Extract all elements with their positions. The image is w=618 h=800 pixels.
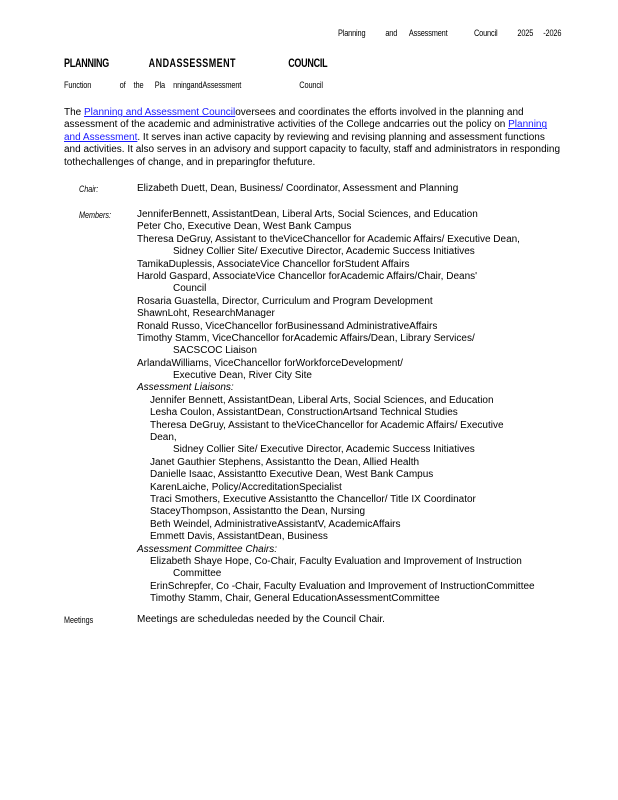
members-label: Members: [79,210,112,220]
committee-chair-line: Elizabeth Shaye Hope, Co-Chair, Faculty Evaluation and Improvement of Instruction [150,555,522,567]
header-year-end: -2026 [543,28,562,38]
header-year-start: 2025 [517,28,534,38]
intro-text: The [64,107,85,118]
intro-text: oversees and coordinates the efforts involved in the planning and assessment of the academic and administrative activities of the College andcarries out the policy on [64,107,524,131]
liaison-line-continued: Dean, [150,432,177,444]
planning-assessment-link[interactable]: Planning and Assessment [64,119,548,143]
member-line: ArlandaWilliams, ViceChancellor forWorkforceDevelopment/ [137,357,403,369]
member-line-continued: Executive Dean, River City Site [173,370,312,382]
members-list [137,209,577,606]
liaison-line: Janet Gauthier Stephens, Assistantto the Dean, Allied Health [150,456,420,468]
header-word: Assessment [408,28,448,38]
member-line-continued: Council [173,283,207,295]
member-line: Peter Cho, Executive Dean, West Bank Campus [137,221,352,233]
liaison-line: Emmett Davis, AssistantDean, Business [150,531,328,543]
member-line-continued: Sidney Collier Site/ Executive Director, Academic Success Initiatives [173,246,475,258]
committee-chair-line: Timothy Stamm, Chair, General EducationAssessmentCommittee [150,593,440,605]
subtitle-word: Function [64,80,92,91]
title-word: ANDASSESSMENT [148,58,237,70]
member-line: Timothy Stamm, ViceChancellor forAcademic Affairs/Dean, Library Services/ [137,332,475,344]
meetings-value [137,614,577,626]
member-line: JenniferBennett, AssistantDean, Liberal Arts, Social Sciences, and Education [137,209,478,220]
liaison-line: StaceyThompson, Assistantto the Dean, Nursing [150,506,366,518]
committee-chair-line: ErinSchrepfer, Co -Chair, Faculty Evaluation and Improvement of InstructionCommittee [150,580,535,592]
chair-label: Chair: [79,184,99,194]
header-word: Council [473,28,498,38]
chair-value [137,183,577,195]
meetings-text: Meetings are scheduledas needed by the Council Chair. [137,614,385,625]
assessment-liaisons-heading: Assessment Liaisons: [137,382,234,394]
member-line: Harold Gaspard, AssociateVice Chancellor forAcademic Affairs/Chair, Deans' [137,270,478,282]
chair-name: Elizabeth Duett, Dean, Business/ Coordinator, Assessment and Planning [137,183,459,194]
liaison-line-continued: Sidney Collier Site/ Executive Director, Academic Success Initiatives [173,444,475,456]
subtitle-word: of [119,80,126,91]
liaison-line: Lesha Coulon, AssistantDean, ConstructionArtsand Technical Studies [150,407,458,419]
committee-chair-line-continued: Committee [173,568,222,580]
member-line-continued: SACSCOC Liaison [173,345,257,357]
liaison-line: Jennifer Bennett, AssistantDean, Liberal Arts, Social Sciences, and Education [150,394,494,406]
member-line: Ronald Russo, ViceChancellor forBusinessand AdministrativeAffairs [137,320,438,332]
council-link[interactable]: Planning and Assessment Council [84,107,236,118]
subtitle-word: the [133,80,144,91]
committee-chairs-heading: Assessment Committee Chairs: [137,543,278,555]
subtitle-word: Pla [154,80,165,91]
subtitle-word: nningandAssessment [173,80,242,91]
member-line: Rosaria Guastella, Director, Curriculum and Program Development [137,295,433,307]
intro-text: . It serves inan active capacity by reviewing and revising planning and assessment functions and activities. It also serves in an advisory and support capacity to faculty, staff and administrators in responding tothechallenges of change, and in preparingfor thefuture. [64,131,561,168]
title-word: COUNCIL [288,58,328,70]
running-header [338,28,561,38]
intro-paragraph [64,107,564,169]
liaison-line: Theresa DeGruy, Assistant to theViceChancellor for Academic Affairs/ Executive [150,419,504,431]
member-line: Theresa DeGruy, Assistant to theViceChancellor for Academic Affairs/ Executive Dean, [137,233,520,245]
meetings-label: Meetings [64,615,94,625]
header-word: and [385,28,398,38]
page-title [64,58,327,70]
member-line: ShawnLoht, ResearchManager [137,308,275,320]
liaison-line: Danielle Isaac, Assistantto Executive Dean, West Bank Campus [150,469,434,481]
liaison-line: Traci Smothers, Executive Assistantto the Chancellor/ Title IX Coordinator [150,493,476,505]
header-word: Planning [338,28,366,38]
member-line: TamikaDuplessis, AssociateVice Chancellor forStudent Affairs [137,258,410,270]
page-subtitle [64,80,323,91]
liaison-line: KarenLaiche, Policy/AccreditationSpecialist [150,481,342,493]
title-word: PLANNING [64,58,109,70]
liaison-line: Beth Weindel, AdministrativeAssistantV, AcademicAffairs [150,518,401,530]
subtitle-word: Council [299,80,323,91]
